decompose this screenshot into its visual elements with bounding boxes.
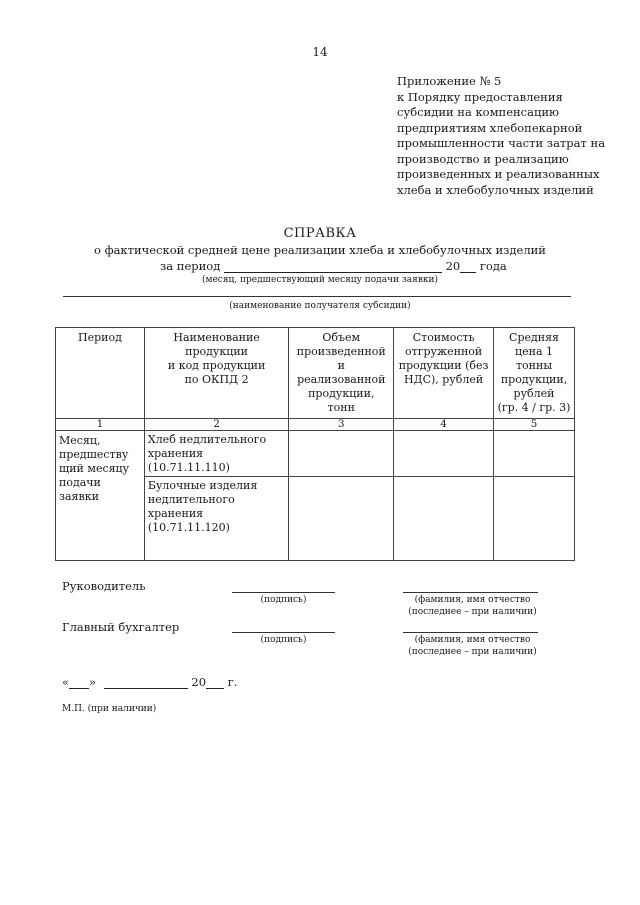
stamp-note: М.П. (при наличии): [62, 704, 157, 714]
period-year-blank[interactable]: [460, 260, 476, 273]
cost-cell[interactable]: [394, 431, 494, 477]
column-number: 3: [289, 419, 394, 431]
period-suffix: года: [479, 259, 507, 273]
form-subtitle: о фактической средней цене реализации хлеба и хлебобулочных изделий: [94, 243, 546, 257]
page-number: 14: [312, 45, 328, 59]
date-open-quote: «: [62, 675, 70, 689]
column-number-row: [56, 419, 575, 431]
header-row: [56, 328, 575, 419]
average-price-cell[interactable]: [494, 431, 575, 477]
form-title: СПРАВКА: [283, 226, 357, 241]
appendix-line: произведенных и реализованных: [397, 167, 600, 181]
date-month-blank[interactable]: [104, 677, 188, 689]
period-blank[interactable]: [224, 260, 442, 273]
appendix-line: к Порядку предоставления: [397, 89, 563, 104]
appendix-line: Приложение № 5: [397, 74, 502, 88]
cost-cell[interactable]: [394, 477, 494, 561]
appendix-line: хлеба и хлебобулочных изделий: [397, 182, 594, 197]
average-price-cell[interactable]: [494, 477, 575, 561]
appendix-line: субсидии на компенсацию: [397, 105, 560, 119]
column-number: 5: [494, 419, 575, 431]
date-day-blank[interactable]: [69, 677, 89, 689]
date-year-blank[interactable]: [206, 677, 224, 689]
product-cell: Хлеб недлительного хранения (10.71.11.110): [144, 431, 288, 477]
header-period: Период: [56, 328, 145, 419]
column-number: 2: [144, 419, 288, 431]
head-name-hint: (фамилия, имя отчество: [414, 595, 531, 605]
accountant-name-hint: (последнее – при наличии): [408, 647, 537, 657]
accountant-signature-hint: (подпись): [260, 635, 307, 645]
volume-cell[interactable]: [289, 431, 394, 477]
column-number: 4: [394, 419, 494, 431]
date-year-prefix: 20: [191, 675, 207, 689]
column-number: 1: [56, 419, 145, 431]
header-cost: Стоимость отгруженной продукции (без НДС), рублей: [394, 328, 494, 419]
head-name-line[interactable]: [403, 592, 538, 593]
period-year-prefix: 20: [445, 259, 461, 273]
date-close-quote: »: [89, 675, 97, 689]
header-average-price: Средняя цена 1 тонны продукции, рублей (гр. 4 / гр. 3): [494, 328, 575, 419]
head-signature-hint: (подпись): [260, 595, 307, 605]
header-volume: Объем произведенной и реализованной продукции, тонн: [289, 328, 394, 419]
date-line: [62, 675, 237, 689]
accountant-label: Главный бухгалтер: [62, 620, 180, 634]
recipient-hint: (наименование получателя субсидии): [229, 301, 411, 311]
period-hint: (месяц, предшествующий месяцу подачи заявки): [201, 275, 439, 285]
date-year-suffix: г.: [227, 675, 238, 689]
appendix-line: промышленности части затрат на: [397, 136, 606, 150]
data-table: [55, 327, 575, 561]
period-prefix: за период: [160, 259, 221, 273]
recipient-line[interactable]: [63, 296, 571, 297]
head-name-hint: (последнее – при наличии): [408, 607, 537, 617]
appendix-block: [397, 74, 627, 198]
head-label: Руководитель: [62, 579, 146, 593]
period-cell: Месяц, предшеству щий месяцу подачи заявки: [56, 431, 145, 561]
accountant-name-hint: (фамилия, имя отчество: [414, 635, 531, 645]
accountant-name-line[interactable]: [403, 632, 538, 633]
period-line: [160, 259, 507, 273]
head-signature-line[interactable]: [232, 592, 335, 593]
table-row: [56, 431, 575, 477]
volume-cell[interactable]: [289, 477, 394, 561]
header-product: Наименование продукции и код продукции по ОКПД 2: [144, 328, 288, 419]
appendix-line: производство и реализацию: [397, 151, 569, 166]
appendix-line: предприятиям хлебопекарной: [397, 120, 583, 135]
product-cell: Булочные изделия недлительного хранения (10.71.11.120): [144, 477, 288, 561]
accountant-signature-line[interactable]: [232, 632, 335, 633]
